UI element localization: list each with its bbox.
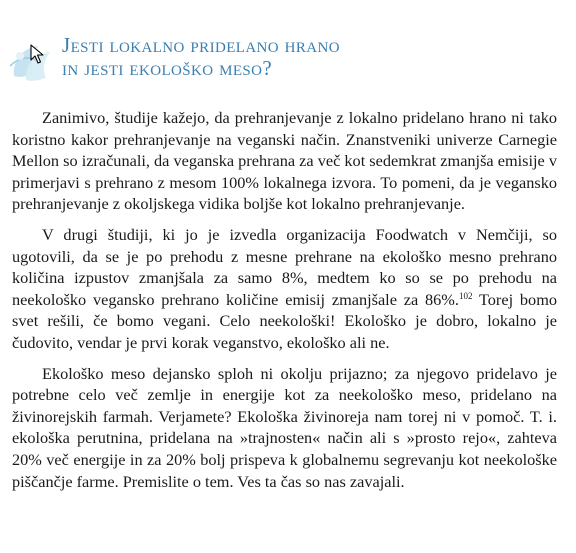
section-heading bbox=[8, 34, 568, 90]
paragraph-2-part-1: V drugi študiji, ki jo je izvedla organizacija Foodwatch v Nemčiji, so ugotovili, da se je po prehodu z mesne prehrane na ekološko mesno prehrano količina izpustov zmanjšala za samo 8%, medtem ko so se po prehodu na neekološko vegansko prehrano količine emisij zmanjšale za 86%. bbox=[12, 224, 557, 309]
heading-line-1: Jesti lokalno pridelano hrano bbox=[62, 33, 341, 57]
article-body bbox=[12, 107, 557, 501]
paragraph-2-part-2: Torej bomo svet rešili, če bomo vegani. Celo neekološki! Ekološko je dobro, lokalno je čudovito, vendar je prvi korak veganstvo, ekološko ali ne. bbox=[12, 289, 558, 352]
heading-line-2: in jesti ekološko meso? bbox=[62, 56, 273, 80]
footnote-ref: 102 bbox=[458, 290, 473, 301]
paragraph-2 bbox=[12, 224, 557, 354]
mouse-pointer-icon bbox=[30, 44, 44, 64]
paragraph-3: Ekološko meso dejansko sploh ni okolju prijazno; za njegovo pridelavo je potrebne celo več zemlje in energije kot za neekološko meso, pridelano na živinorejskih farmah. Verjamete? Ekološka živinoreja nam torej ni v pomoč. T. i. ekološka perutnina, pridelana na »trajnosten« način ali s »prosto rejo«, zahteva 20% več energije in za 20% bolj prispeva k globalnemu segrevanju kot neekološke piščančje farme. Premislite o tem. Ves ta čas so nas zavajali. bbox=[12, 363, 557, 491]
heading-title bbox=[62, 34, 340, 80]
paragraph-1: Zanimivo, študije kažejo, da prehranjevanje z lokalno pridelano hrano ni tako koristno kakor prehranjevanje na veganski način. Znanstveniki univerze Carnegie Mellon so izračunali, da veganska prehrana za več kot sedemkrat zmanjša emisije v primerjavi s prehrano z mesom 100% lokalnega izvora. To pomeni, da je vegansko prehranjevanje z okoljskega vidika boljše kot lokalno prehranjevanje. bbox=[12, 108, 557, 214]
